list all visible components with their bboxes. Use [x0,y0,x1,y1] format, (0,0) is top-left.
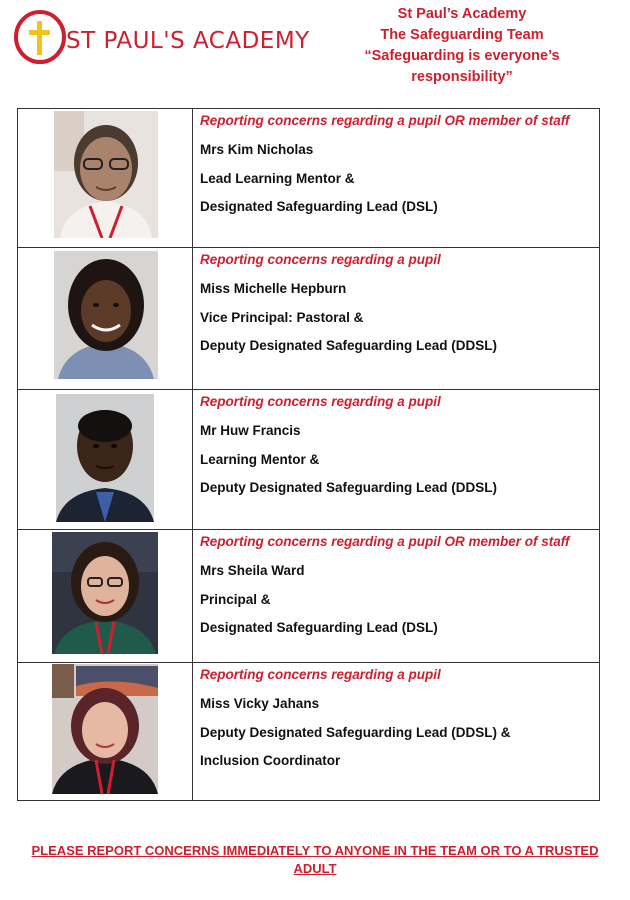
member-role: Learning Mentor & [200,452,320,467]
member-name: Mr Huw Francis [200,423,301,438]
academy-logo-icon [12,8,70,66]
concern-scope-label: Reporting concerns regarding a pupil [200,394,441,409]
header-motto-line2: responsibility” [411,69,513,85]
team-member-row [18,109,599,248]
concern-scope-label: Reporting concerns regarding a pupil OR member of staff [200,113,570,128]
concern-scope-label: Reporting concerns regarding a pupil OR member of staff [200,534,570,549]
photo-cell [18,109,193,247]
team-member-row [18,390,599,530]
member-safeguarding-role: Deputy Designated Safeguarding Lead (DDSL) [200,480,498,495]
member-name: Miss Michelle Hepburn [200,281,347,296]
academy-name-logo-text: ST PAUL'S ACADEMY [66,28,310,54]
notice-line1: PLEASE REPORT CONCERNS IMMEDIATELY TO ANYONE IN THE TEAM OR TO A TRUSTED [31,843,599,858]
photo-cell [18,248,193,389]
portrait-photo [56,394,154,522]
details-cell [194,390,599,529]
concern-scope-label: Reporting concerns regarding a pupil [200,667,441,682]
academy-logo [12,8,310,68]
member-safeguarding-role: Designated Safeguarding Lead (DSL) [200,199,438,214]
photo-cell [18,530,193,662]
team-member-row [18,530,599,663]
photo-cell [18,390,193,529]
team-member-row [18,663,599,800]
header-motto-line1: “Safeguarding is everyone’s [364,48,560,64]
portrait-photo [52,532,158,654]
concern-scope-label: Reporting concerns regarding a pupil [200,252,441,267]
member-name: Mrs Kim Nicholas [200,142,314,157]
member-name: Mrs Sheila Ward [200,563,305,578]
details-cell [194,663,599,800]
team-member-row [18,248,599,390]
safeguarding-team-table [17,108,600,801]
member-safeguarding-role: Deputy Designated Safeguarding Lead (DDSL) [200,338,498,353]
portrait-photo [52,664,158,794]
details-cell [194,530,599,662]
member-role: Lead Learning Mentor & [200,171,355,186]
photo-cell [18,663,193,800]
details-cell [194,248,599,389]
member-safeguarding-role: Inclusion Coordinator [200,753,341,768]
member-role: Vice Principal: Pastoral & [200,310,364,325]
header-team-name: The Safeguarding Team [380,27,544,43]
member-role: Deputy Designated Safeguarding Lead (DDSL) & [200,725,511,740]
member-role: Principal & [200,592,271,607]
header-school-name: St Paul’s Academy [397,6,527,22]
portrait-photo [54,251,158,379]
member-safeguarding-role: Designated Safeguarding Lead (DSL) [200,620,438,635]
report-concerns-notice [20,842,610,878]
member-name: Miss Vicky Jahans [200,696,320,711]
details-cell [194,109,599,247]
notice-line2: ADULT [293,861,337,876]
page-header [345,4,579,88]
portrait-photo [54,111,158,238]
